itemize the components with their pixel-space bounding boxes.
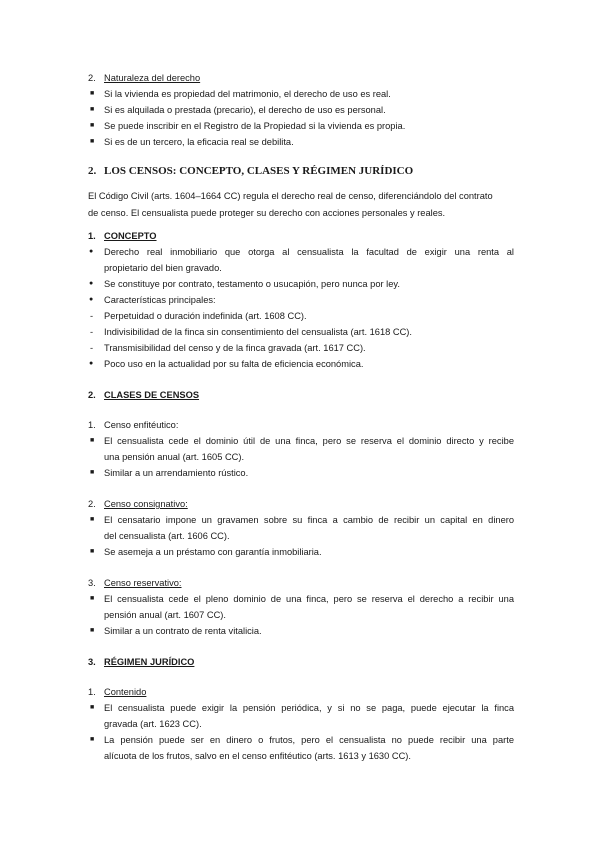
- paragraph-line: de censo. El censualista puede proteger su derecho con acciones personales y reales.: [88, 208, 446, 218]
- item-number: 1.: [88, 231, 96, 241]
- section-number: 2.: [88, 165, 97, 177]
- dash-marker: -: [90, 343, 94, 353]
- bullet-text-continued: gravada (art. 1623 CC).: [104, 719, 202, 729]
- subheading: CLASES DE CENSOS: [104, 390, 200, 400]
- item-number: 2.: [88, 390, 96, 400]
- bullet-text: Se constituye por contrato, testamento o usucapión, pero nunca por ley.: [104, 279, 400, 289]
- bullet-icon: ●: [89, 296, 94, 303]
- bullet-text: El censatario impone un gravamen sobre su finca a cambio de recibir un capital en dinero: [104, 515, 514, 525]
- bullet-icon: ■: [90, 627, 95, 634]
- bullet-icon: ●: [89, 360, 94, 367]
- item-number: 3.: [88, 657, 96, 667]
- bullet-icon: ■: [90, 437, 95, 444]
- bullet-text-continued: una pensión anual (art. 1605 CC).: [104, 452, 245, 462]
- subheading: CONCEPTO: [104, 231, 157, 241]
- bullet-icon: ■: [90, 704, 95, 711]
- dash-item: Transmisibilidad del censo y de la finca gravada (art. 1617 CC).: [104, 343, 366, 353]
- bullet-text: Se asemeja a un préstamo con garantía inmobiliaria.: [104, 547, 322, 557]
- bullet-icon: ■: [90, 106, 95, 113]
- paragraph-line: El Código Civil (arts. 1604–1664 CC) regula el derecho real de censo, diferenciándolo del contrato: [88, 191, 493, 201]
- bullet-text: El censualista cede el dominio útil de una finca, pero se reserva el dominio directo y recibe: [104, 436, 514, 446]
- bullet-icon: ●: [89, 280, 94, 287]
- item-number: 1.: [88, 420, 96, 430]
- bullet-text: Características principales:: [104, 295, 216, 305]
- bullet-text-continued: alícuota de los frutos, salvo en el censo enfitéutico (arts. 1613 y 1630 CC).: [104, 751, 411, 761]
- bullet-text: Similar a un contrato de renta vitalicia.: [104, 626, 262, 636]
- bullet-text: Si la vivienda es propiedad del matrimonio, el derecho de uso es real.: [104, 89, 391, 99]
- item-number: 2.: [88, 499, 96, 509]
- bullet-text-continued: propietario del bien gravado.: [104, 263, 222, 273]
- bullet-icon: ■: [90, 469, 95, 476]
- bullet-icon: ■: [90, 516, 95, 523]
- bullet-text: El censualista cede el pleno dominio de una finca, pero se reserva el derecho a recibir una: [104, 594, 514, 604]
- bullet-text: La pensión puede ser en dinero o frutos, pero el censualista no puede recibir una parte: [104, 735, 514, 745]
- subsection-title: Censo reservativo:: [104, 578, 182, 588]
- bullet-text-continued: pensión anual (art. 1607 CC).: [104, 610, 226, 620]
- bullet-icon: ■: [90, 122, 95, 129]
- bullet-text: Si es alquilada o prestada (precario), el derecho de uso es personal.: [104, 105, 386, 115]
- bullet-icon: ■: [90, 595, 95, 602]
- section-heading: LOS CENSOS: CONCEPTO, CLASES Y RÉGIMEN JURÍDICO: [104, 165, 414, 177]
- bullet-text: Si es de un tercero, la eficacia real se debilita.: [104, 137, 294, 147]
- bullet-text-continued: del censualista (art. 1606 CC).: [104, 531, 230, 541]
- bullet-text: Poco uso en la actualidad por su falta de eficiencia económica.: [104, 359, 364, 369]
- bullet-text: Derecho real inmobiliario que otorga al censualista la facultad de exigir una renta al: [104, 247, 514, 257]
- subheading: RÉGIMEN JURÍDICO: [104, 657, 195, 667]
- subsection-title: Censo enfitéutico:: [104, 420, 179, 430]
- dash-marker: -: [90, 311, 94, 321]
- item-number: 1.: [88, 687, 96, 697]
- bullet-text: El censualista puede exigir la pensión periódica, y si no se paga, puede ejecutar la finca: [104, 703, 514, 713]
- dash-marker: -: [90, 327, 94, 337]
- subheading: Naturaleza del derecho: [104, 73, 201, 83]
- bullet-icon: ■: [90, 548, 95, 555]
- dash-item: Indivisibilidad de la finca sin consentimiento del censualista (art. 1618 CC).: [104, 327, 412, 337]
- item-number: 3.: [88, 578, 96, 588]
- subsection-title: Contenido: [104, 687, 147, 697]
- subsection-title: Censo consignativo:: [104, 499, 188, 509]
- bullet-icon: ■: [90, 90, 95, 97]
- bullet-icon: ■: [90, 736, 95, 743]
- bullet-icon: ●: [89, 248, 94, 255]
- item-number: 2.: [88, 73, 96, 83]
- bullet-icon: ■: [90, 138, 95, 145]
- dash-item: Perpetuidad o duración indefinida (art. 1608 CC).: [104, 311, 307, 321]
- bullet-text: Similar a un arrendamiento rústico.: [104, 468, 249, 478]
- bullet-text: Se puede inscribir en el Registro de la Propiedad si la vivienda es propia.: [104, 121, 406, 131]
